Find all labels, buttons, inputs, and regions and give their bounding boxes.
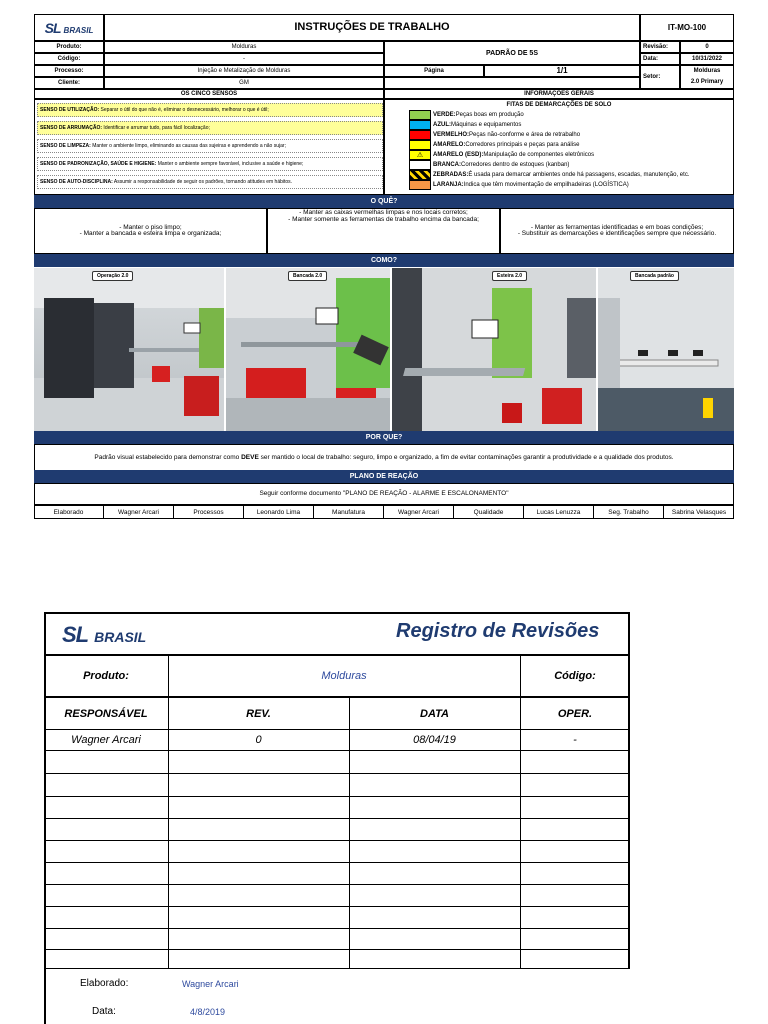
produto-value: Molduras <box>104 41 384 53</box>
divider <box>44 928 630 929</box>
why-text: Padrão visual estabelecido para demonstrar como DEVE ser mantido o local de trabalho: seguro, limpo e organizado, a fim de evitar contaminações garantir a produtividade e a qualidade dos produtos. <box>34 444 734 472</box>
produto-value: Molduras <box>321 670 367 682</box>
signature-name: Leonardo Lima <box>244 506 314 518</box>
what-header: O QUÊ? <box>34 195 734 208</box>
how-header: COMO? <box>34 254 734 267</box>
signature-name: Lucas Lenuzza <box>524 506 594 518</box>
elaborado-value: Wagner Arcari <box>182 979 239 989</box>
divider <box>44 818 630 819</box>
photo-operacao <box>34 268 224 431</box>
photo-esteira-illustration <box>392 268 596 431</box>
photo-bancada <box>226 268 390 431</box>
what-item: - Manter o piso limpo; - Manter a bancada e esteira limpa e organizada; <box>34 208 267 254</box>
standard-title: PADRÃO DE 5S <box>384 41 640 65</box>
form-title: INSTRUÇÕES DE TRABALHO <box>104 14 640 41</box>
divider <box>44 750 630 751</box>
photo-label: Bancada padrão <box>630 271 679 281</box>
signature-role: Elaborado <box>34 506 104 518</box>
table-cell: Wagner Arcari <box>71 734 141 746</box>
tape-swatch <box>409 150 431 160</box>
photo-label: Esteira 2.0 <box>492 271 527 281</box>
work-instruction-form <box>34 14 734 528</box>
divider <box>44 612 630 614</box>
column-header: OPER. <box>557 707 593 720</box>
divider <box>44 968 630 969</box>
tape-item: ZEBRADAS: É usada para demarcar ambientes onde há passagens, escadas, manutenção, etc. <box>409 170 734 180</box>
divider <box>44 884 630 885</box>
codigo-label: Código: <box>34 53 104 65</box>
column-header: RESPONSÁVEL <box>64 707 148 720</box>
tape-item: LARANJA: Indica que têm movimentação de empilhadeiras (LOGÍSTICA) <box>409 180 734 190</box>
tape-legend-title: FITAS DE DEMARCAÇÕES DE SOLO <box>506 102 612 108</box>
photo-bancada-padrao <box>598 268 734 431</box>
photo-label: Bancada 2.0 <box>288 271 327 281</box>
divider <box>44 773 630 774</box>
tape-swatch <box>409 160 431 170</box>
tape-item: BRANCA: Corredores dentro de estoques (kanban) <box>409 160 734 170</box>
table-cell: - <box>573 734 577 746</box>
setor-label: Setor: <box>640 65 680 89</box>
tape-swatch <box>409 130 431 140</box>
data-value: 10/31/2022 <box>680 53 734 65</box>
signature-role: Processos <box>174 506 244 518</box>
tape-swatch <box>409 140 431 150</box>
photo-label: Operação 2.0 <box>92 271 133 281</box>
photo-operacao-illustration <box>34 268 224 431</box>
table-cell: 0 <box>255 734 262 746</box>
photo-bancada-padrao-illustration <box>598 268 734 431</box>
tape-item: AZUL: Máquinas e equipamentos <box>409 120 734 130</box>
cliente-value: GM <box>104 77 384 89</box>
esd-warning-icon: ⚠ <box>416 151 424 159</box>
revisao-label: Revisão: <box>640 41 680 53</box>
signature-name: Wagner Arcari <box>104 506 174 518</box>
divider <box>44 796 630 797</box>
signature-role: Qualidade <box>454 506 524 518</box>
cliente-label: Cliente: <box>34 77 104 89</box>
divider <box>44 862 630 863</box>
company-logo: SL BRASIL <box>34 14 104 41</box>
data-label: Data: <box>92 1006 116 1017</box>
page-label: Página <box>384 65 484 77</box>
tape-swatch <box>409 120 431 130</box>
elaborado-label: Elaborado: <box>80 978 129 989</box>
what-item: - Manter as ferramentas identificadas e em boas condições; - Substituir as demarcações e identificações sempre que necessário. <box>500 208 734 254</box>
sense-item: SENSO DE AUTO-DISCIPLINA: Assumir a responsabilidade de seguir os padrões, tornando atitudes em hábitos. <box>37 175 383 189</box>
revision-logo: SL BRASIL <box>62 622 147 647</box>
tape-item: ⚠ AMARELO (ESD): Manipulação de componentes eletrônicos <box>409 150 734 160</box>
table-cell: 08/04/19 <box>413 734 456 746</box>
signature-role: Seg. Trabalho <box>594 506 664 518</box>
tape-item: VERDE: Peças boas em produção <box>409 110 734 120</box>
divider <box>44 906 630 907</box>
photo-bancada-illustration <box>226 268 390 431</box>
processo-value: Injeção e Metalização de Molduras <box>104 65 384 77</box>
setor-value: Molduras 2.0 Primary <box>680 65 734 89</box>
codigo-label: Código: <box>554 670 596 682</box>
processo-label: Processo: <box>34 65 104 77</box>
info-header: INFORMAÇÕES GERAIS <box>384 89 734 99</box>
produto-label: Produto: <box>34 41 104 53</box>
sense-item: SENSO DE PADRONIZAÇÃO, SAÚDE E HIGIENE: Manter o ambiente sempre favorável, inclusive a saúde e higiene; <box>37 157 383 171</box>
column-header: DATA <box>420 707 449 720</box>
sense-item: SENSO DE ARRUMAÇÃO: Identificar e arrumar tudo, para fácil localização; <box>37 121 383 135</box>
tape-item: VERMELHO: Peças não-conforme e área de retrabalho <box>409 130 734 140</box>
tape-item: AMARELO: Corredores principais e peças para análise <box>409 140 734 150</box>
form-code: IT-MO-100 <box>640 14 734 41</box>
divider <box>44 840 630 841</box>
senses-header: OS CINCO SENSOS <box>34 89 384 99</box>
divider <box>44 949 630 950</box>
data-label: Data: <box>640 53 680 65</box>
revisao-value: 0 <box>680 41 734 53</box>
tape-swatch <box>409 180 431 190</box>
tape-legend <box>384 99 734 195</box>
tape-swatch-zebra <box>409 170 431 180</box>
revision-title: Registro de Revisões <box>396 620 600 642</box>
revision-record <box>44 612 630 1024</box>
signature-name: Wagner Arcari <box>384 506 454 518</box>
blank-cell <box>384 77 640 89</box>
senses-list <box>34 99 384 195</box>
reaction-text: Seguir conforme documento "PLANO DE REAÇÃO - ALARME E ESCALONAMENTO" <box>34 483 734 505</box>
sense-item: SENSO DE UTILIZAÇÃO: Separar o útil do que não é, eliminar o desnecessário, melhorar o que é útil; <box>37 103 383 117</box>
page-value: 1/1 <box>484 65 640 77</box>
photo-esteira <box>392 268 596 431</box>
why-header: POR QUE? <box>34 431 734 444</box>
what-item: - Manter as caixas vermelhas limpas e nos locais corretos; - Manter somente as ferramentas de trabalho encima da bancada; <box>267 208 500 254</box>
column-header: REV. <box>246 707 271 720</box>
sense-item: SENSO DE LIMPEZA: Manter o ambiente limpo, eliminando as causas das sujeiras e aprendendo a não sujar; <box>37 139 383 153</box>
data-value: 4/8/2019 <box>190 1007 226 1017</box>
codigo-value: - <box>104 53 384 65</box>
signature-name: Sabrina Velasques <box>671 508 727 516</box>
signature-role: Manufatura <box>314 506 384 518</box>
tape-swatch <box>409 110 431 120</box>
reaction-header: PLANO DE REAÇÃO <box>34 470 734 483</box>
produto-label: Produto: <box>83 670 129 682</box>
